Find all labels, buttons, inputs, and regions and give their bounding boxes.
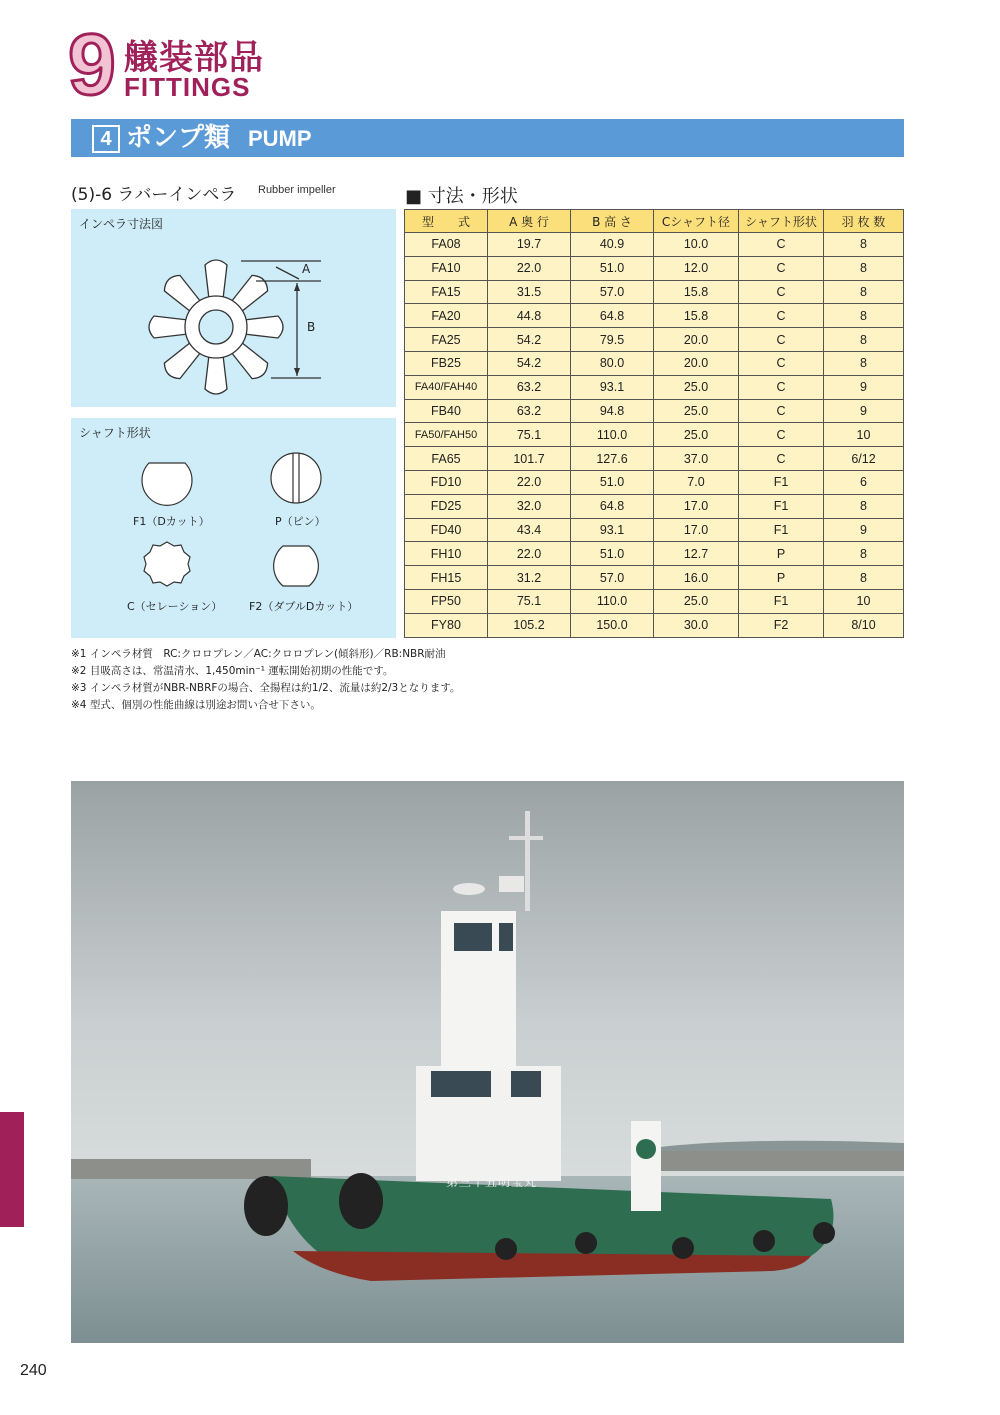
table-cell: FH10	[405, 542, 488, 566]
header-a-depth: A 奥 行	[488, 210, 571, 233]
shaft-c-label: C（セレーション）	[127, 600, 223, 613]
table-row	[405, 518, 904, 542]
table-cell: 40.9	[571, 233, 654, 257]
table-cell: FD25	[405, 494, 488, 518]
table-cell: 75.1	[488, 423, 571, 447]
table-cell: 25.0	[654, 423, 739, 447]
tugboat-photo	[71, 781, 904, 1343]
table-cell: 8	[824, 304, 904, 328]
shaft-f2-shape	[274, 546, 319, 586]
table-cell: 8	[824, 280, 904, 304]
dim-b-label: B	[307, 320, 316, 334]
table-cell: 15.8	[654, 304, 739, 328]
table-cell: 80.0	[571, 351, 654, 375]
table-cell: 25.0	[654, 589, 739, 613]
table-cell: 17.0	[654, 494, 739, 518]
table-cell: C	[739, 423, 824, 447]
table-cell: 19.7	[488, 233, 571, 257]
table-cell: 17.0	[654, 518, 739, 542]
section-number: 4	[92, 125, 120, 153]
table-row	[405, 375, 904, 399]
table-cell: 31.5	[488, 280, 571, 304]
table-cell: 63.2	[488, 399, 571, 423]
table-cell: 10.0	[654, 233, 739, 257]
table-cell: 51.0	[571, 256, 654, 280]
table-cell: 6/12	[824, 447, 904, 471]
table-cell: FA50/FAH50	[405, 423, 488, 447]
table-cell: 8	[824, 328, 904, 352]
table-cell: FB40	[405, 399, 488, 423]
note-1: ※1 インペラ材質 RC:クロロプレン／AC:クロロプレン(傾斜形)／RB:NBR耐油	[71, 648, 446, 660]
table-cell: F1	[739, 494, 824, 518]
table-cell: FA40/FAH40	[405, 375, 488, 399]
table-cell: 44.8	[488, 304, 571, 328]
impeller-spec-table	[404, 209, 904, 638]
table-cell: FA25	[405, 328, 488, 352]
table-cell: 25.0	[654, 375, 739, 399]
table-cell: 22.0	[488, 256, 571, 280]
table-cell: FY80	[405, 613, 488, 637]
table-cell: 32.0	[488, 494, 571, 518]
table-row	[405, 542, 904, 566]
table-cell: 93.1	[571, 375, 654, 399]
table-cell: C	[739, 304, 824, 328]
table-cell: FA20	[405, 304, 488, 328]
table-cell: 8	[824, 256, 904, 280]
impeller-diagram-panel	[71, 209, 396, 407]
table-cell: 12.0	[654, 256, 739, 280]
table-cell: F1	[739, 589, 824, 613]
page-number: 240	[20, 1362, 47, 1379]
header-vane-count: 羽 枚 数	[824, 210, 904, 233]
table-cell: 9	[824, 375, 904, 399]
table-cell: F1	[739, 518, 824, 542]
table-row	[405, 589, 904, 613]
table-cell: 79.5	[571, 328, 654, 352]
table-cell: FA10	[405, 256, 488, 280]
notes	[71, 646, 460, 714]
table-row	[405, 613, 904, 637]
table-cell: C	[739, 256, 824, 280]
table-cell: 110.0	[571, 423, 654, 447]
chapter-title-en: FITTINGS	[124, 72, 251, 102]
table-cell: F2	[739, 613, 824, 637]
table-cell: C	[739, 233, 824, 257]
table-cell: 101.7	[488, 447, 571, 471]
shaft-f1-label: F1（Dカット）	[133, 515, 210, 528]
table-cell: 54.2	[488, 328, 571, 352]
chapter-side-tab	[0, 1112, 24, 1227]
table-cell: 8	[824, 494, 904, 518]
table-cell: FH15	[405, 566, 488, 590]
table-cell: 8/10	[824, 613, 904, 637]
impeller-drawing	[71, 209, 396, 407]
table-cell: 127.6	[571, 447, 654, 471]
dim-a-label: A	[302, 262, 311, 276]
table-row	[405, 328, 904, 352]
dimensions-title: ■ 寸法・形状	[405, 186, 518, 207]
chapter-title-ja: 艤装部品	[124, 38, 264, 78]
section-title-en: PUMP	[248, 126, 312, 151]
note-4: ※4 型式、個別の性能曲線は別途お問い合せ下さい。	[71, 699, 321, 711]
table-cell: P	[739, 566, 824, 590]
shaft-p-shape	[271, 453, 321, 503]
section-title-ja: ポンプ類	[126, 123, 231, 153]
table-cell: C	[739, 351, 824, 375]
note-3: ※3 インペラ材質がNBR-NBRFの場合、全揚程は約1/2、流量は約2/3となります。	[71, 682, 461, 694]
table-cell: 51.0	[571, 542, 654, 566]
table-cell: 37.0	[654, 447, 739, 471]
table-cell: 64.8	[571, 304, 654, 328]
table-header-row	[405, 210, 904, 233]
table-cell: C	[739, 375, 824, 399]
header-shaft-diameter: Cシャフト径	[654, 210, 739, 233]
table-cell: 94.8	[571, 399, 654, 423]
table-cell: 16.0	[654, 566, 739, 590]
table-cell: 54.2	[488, 351, 571, 375]
table-cell: 25.0	[654, 399, 739, 423]
table-cell: FA65	[405, 447, 488, 471]
table-row	[405, 256, 904, 280]
table-cell: 105.2	[488, 613, 571, 637]
table-cell: FB25	[405, 351, 488, 375]
table-cell: FA08	[405, 233, 488, 257]
table-row	[405, 447, 904, 471]
table-cell: 22.0	[488, 470, 571, 494]
table-cell: 43.4	[488, 518, 571, 542]
table-row	[405, 399, 904, 423]
table-cell: C	[739, 280, 824, 304]
note-2: ※2 目吸高さは、常温清水、1,450min⁻¹ 運転開始初期の性能です。	[71, 665, 394, 677]
table-cell: FP50	[405, 589, 488, 613]
table-cell: 10	[824, 589, 904, 613]
table-cell: 93.1	[571, 518, 654, 542]
subsection-title-ja: (5)-6 ラバーインペラ	[71, 185, 237, 205]
header-shaft-shape: シャフト形状	[739, 210, 824, 233]
shaft-diagram-panel	[71, 418, 396, 638]
table-cell: 20.0	[654, 351, 739, 375]
table-cell: 51.0	[571, 470, 654, 494]
table-cell: 22.0	[488, 542, 571, 566]
table-cell: 57.0	[571, 280, 654, 304]
table-cell: 10	[824, 423, 904, 447]
table-cell: 57.0	[571, 566, 654, 590]
table-row	[405, 566, 904, 590]
table-row	[405, 470, 904, 494]
table-row	[405, 304, 904, 328]
table-cell: 8	[824, 542, 904, 566]
table-cell: FD10	[405, 470, 488, 494]
table-cell: 110.0	[571, 589, 654, 613]
table-cell: C	[739, 328, 824, 352]
table-cell: 6	[824, 470, 904, 494]
table-cell: 64.8	[571, 494, 654, 518]
table-cell: FA15	[405, 280, 488, 304]
table-cell: C	[739, 447, 824, 471]
header-model: 型 式	[405, 210, 488, 233]
table-cell: 9	[824, 518, 904, 542]
shaft-p-label: P（ピン）	[275, 515, 326, 528]
table-cell: 12.7	[654, 542, 739, 566]
table-cell: 75.1	[488, 589, 571, 613]
chapter-number: 9	[68, 17, 116, 113]
shaft-diagram-label: シャフト形状	[79, 426, 151, 440]
table-cell: 9	[824, 399, 904, 423]
shaft-f2-label: F2（ダブルDカット）	[249, 600, 359, 613]
table-cell: 8	[824, 566, 904, 590]
shaft-f1-shape	[142, 463, 192, 505]
table-cell: 8	[824, 351, 904, 375]
impeller-diagram-label: インペラ寸法図	[79, 217, 164, 231]
shaft-c-shape	[144, 542, 190, 586]
table-cell: FD40	[405, 518, 488, 542]
table-row	[405, 494, 904, 518]
table-cell: P	[739, 542, 824, 566]
table-cell: 8	[824, 233, 904, 257]
table-row	[405, 233, 904, 257]
table-row	[405, 351, 904, 375]
header-b-height: B 高 さ	[571, 210, 654, 233]
hull-name-text: 第三十五明宝丸	[446, 1175, 538, 1189]
table-cell: 7.0	[654, 470, 739, 494]
table-cell: F1	[739, 470, 824, 494]
table-cell: 63.2	[488, 375, 571, 399]
table-cell: 20.0	[654, 328, 739, 352]
table-cell: 15.8	[654, 280, 739, 304]
table-cell: 31.2	[488, 566, 571, 590]
table-row	[405, 423, 904, 447]
table-cell: C	[739, 399, 824, 423]
subsection-title-en: Rubber impeller	[258, 184, 336, 196]
table-cell: 150.0	[571, 613, 654, 637]
table-row	[405, 280, 904, 304]
table-cell: 30.0	[654, 613, 739, 637]
